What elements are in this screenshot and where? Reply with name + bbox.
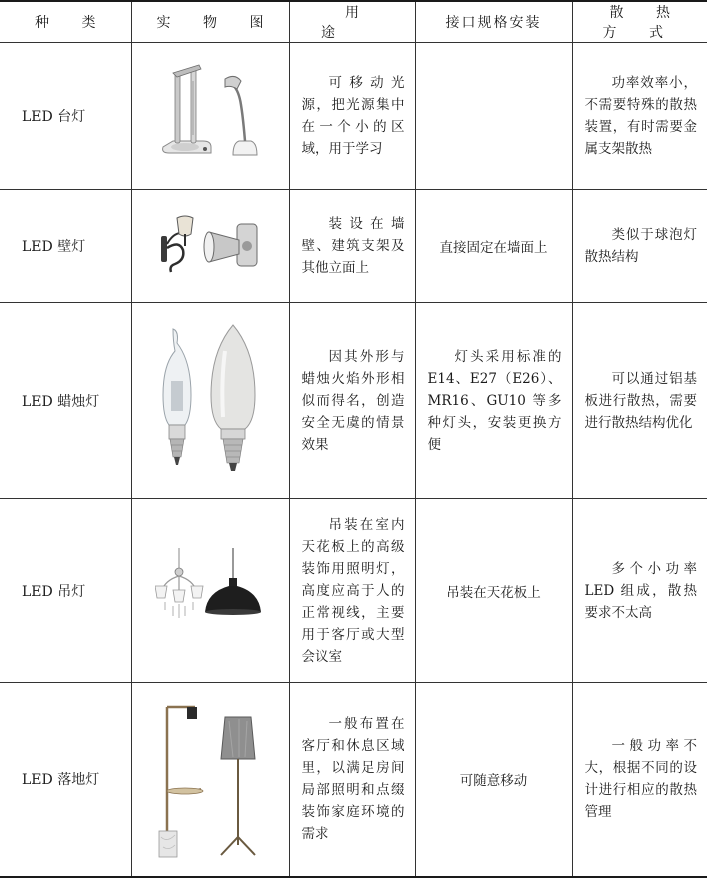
table-header-row [0, 1, 707, 43]
type-cell: LED 落地灯 [0, 683, 131, 877]
install-cell [415, 43, 572, 190]
table-row [0, 190, 707, 303]
type-cell: LED 吊灯 [0, 499, 131, 683]
usage-cell: 一般布置在客厅和休息区域里，以满足房间局部照明和点缀装饰家庭环境的需求 [289, 683, 415, 877]
type-cell: LED 台灯 [0, 43, 131, 190]
pendant-lamp-icon [155, 546, 265, 636]
header-install: 接口规格安装 [415, 1, 572, 43]
header-usage: 用 途 [289, 1, 415, 43]
image-cell [131, 683, 289, 877]
candle-bulb-icon [155, 321, 265, 481]
usage-cell: 可移动光源，把光源集中在一个小的区域，用于学习 [289, 43, 415, 190]
install-cell: 直接固定在墙面上 [415, 190, 572, 303]
header-type: 种 类 [0, 1, 131, 43]
table-row [0, 683, 707, 877]
floor-lamp-icon [155, 695, 265, 863]
image-cell [131, 43, 289, 190]
type-cell: LED 壁灯 [0, 190, 131, 303]
image-cell [131, 303, 289, 499]
cooling-cell: 类似于球泡灯散热结构 [572, 190, 707, 303]
install-cell: 吊装在天花板上 [415, 499, 572, 683]
install-cell: 灯头采用标准的 E14、E27（E26）、MR16、GU10 等多种灯头，安装更换方便 [415, 303, 572, 499]
usage-cell: 装设在墙壁、建筑支架及其他立面上 [289, 190, 415, 303]
cooling-cell: 可以通过铝基板进行散热，需要进行散热结构优化 [572, 303, 707, 499]
table-row [0, 499, 707, 683]
wall-lamp-icon [155, 210, 265, 282]
desk-lamp-icon [155, 61, 265, 171]
cooling-cell: 多个小功率 LED 组成，散热要求不太高 [572, 499, 707, 683]
usage-cell: 因其外形与蜡烛火焰外形相似而得名，创造安全无虞的情景效果 [289, 303, 415, 499]
table-row [0, 43, 707, 190]
image-cell [131, 190, 289, 303]
header-image: 实 物 图 [131, 1, 289, 43]
header-cooling: 散 热 方 式 [572, 1, 707, 43]
table-row [0, 303, 707, 499]
type-cell: LED 蜡烛灯 [0, 303, 131, 499]
cooling-cell: 一般功率不大，根据不同的设计进行相应的散热管理 [572, 683, 707, 877]
install-cell: 可随意移动 [415, 683, 572, 877]
image-cell [131, 499, 289, 683]
usage-cell: 吊装在室内天花板上的高级装饰用照明灯，高度应高于人的正常视线，主要用于客厅或大型会议室 [289, 499, 415, 683]
cooling-cell: 功率效率小，不需要特殊的散热装置，有时需要金属支架散热 [572, 43, 707, 190]
